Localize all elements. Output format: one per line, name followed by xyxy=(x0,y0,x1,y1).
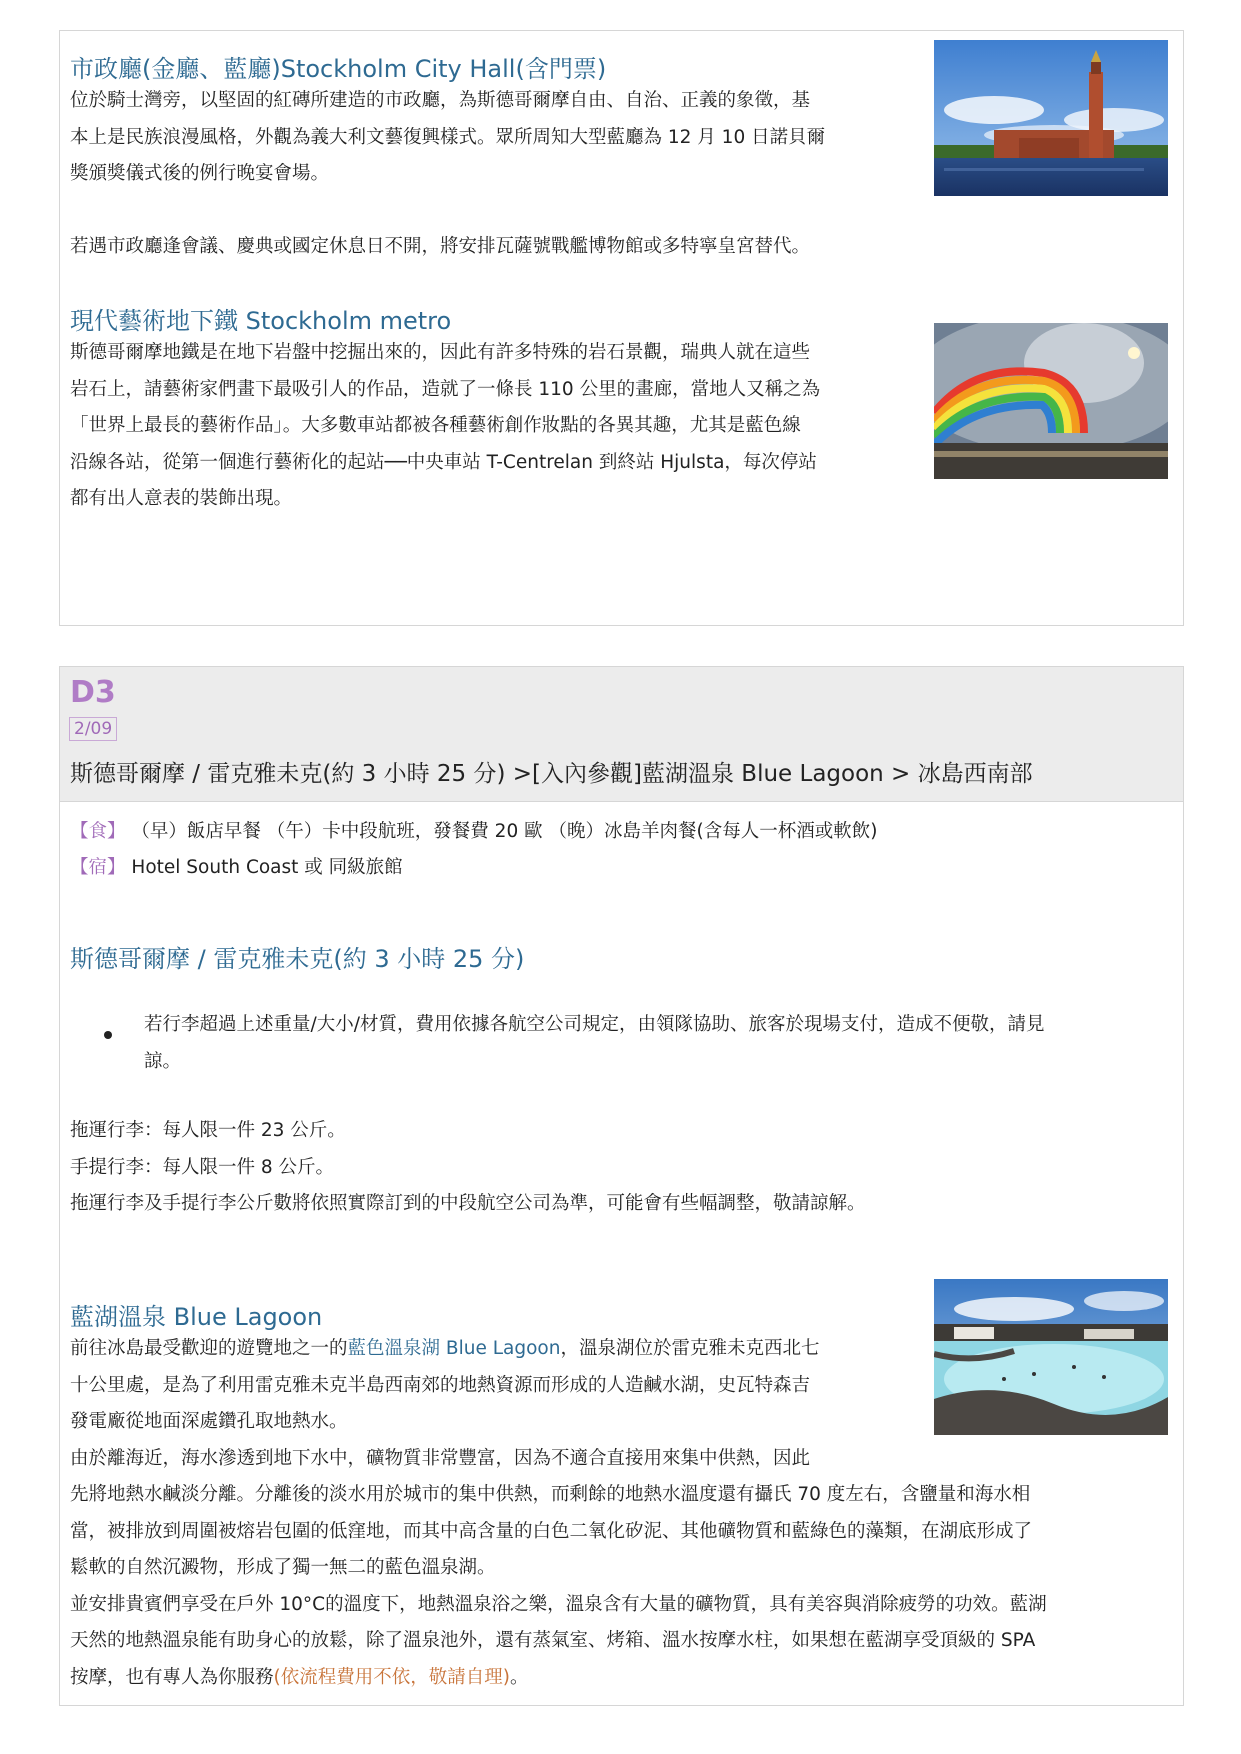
self-pay-note: (依流程費用不依，敬請自理) xyxy=(273,1666,510,1688)
metro-title: 現代藝術地下鐵 Stockholm metro xyxy=(70,307,452,335)
city-hall-photo xyxy=(934,40,1168,196)
text-line: 手提行李：每人限一件 8 公斤。 xyxy=(70,1156,335,1178)
text-span: 按摩，也有專人為你服務 xyxy=(70,1666,274,1688)
text-line: 由於離海近，海水滲透到地下水中，礦物質非常豐富，因為不適合直接用來集中供熱，因此 xyxy=(70,1447,811,1469)
text-line: 都有出人意表的裝飾出現。 xyxy=(70,488,293,509)
city-hall-description xyxy=(70,83,900,193)
luggage-bullet xyxy=(144,1007,1174,1080)
text-line: 拖運行李：每人限一件 23 公斤。 xyxy=(70,1120,346,1141)
day-route: 斯德哥爾摩 / 雷克雅未克(約 3 小時 25 分) >[入內參觀]藍湖溫泉 Blue Lagoon > 冰島西南部 xyxy=(70,761,1033,787)
meals-text: （早）飯店早餐 （午）卡中段航班，發餐費 20 歐 （晚）冰島羊肉餐(含每人一杯酒或軟飲) xyxy=(131,821,878,842)
text-span: 。 xyxy=(509,1666,529,1688)
meals-line xyxy=(70,817,877,843)
text-line: 拖運行李及手提行李公斤數將依照實際訂到的中段航空公司為準，可能會有些幅調整，敬請諒解。 xyxy=(70,1193,866,1214)
city-hall-title: 市政廳(金廳、藍廳)Stockholm City Hall(含門票) xyxy=(70,55,607,83)
text-line: 獎頒獎儀式後的例行晚宴會場。 xyxy=(70,163,330,184)
hotel-tag: 【宿】 xyxy=(70,857,126,878)
text-line: 「世界上最長的藝術作品」。大多數車站都被各種藝術創作妝點的各異其趣，尤其是藍色線 xyxy=(70,415,801,436)
text-line: 先將地熱水鹹淡分離。分離後的淡水用於城市的集中供熱，而剩餘的地熱水溫度還有攝氏 70 度左右，含鹽量和海水相 xyxy=(70,1484,1031,1505)
text-line: 發電廠從地面深處鑽孔取地熱水。 xyxy=(70,1411,348,1432)
day-label: D3 xyxy=(70,675,116,710)
day-date: 2/09 xyxy=(69,717,117,741)
text-line xyxy=(70,1660,1160,1697)
metro-photo xyxy=(934,323,1168,479)
text-line: 諒。 xyxy=(144,1050,182,1072)
text-line: 並安排貴賓們享受在戶外 10°C的溫度下，地熱溫泉浴之樂，溫泉含有大量的礦物質，具有美容與消除疲勞的功效。藍湖 xyxy=(70,1593,1047,1615)
text-span: 前往冰島最受歡迎的遊覽地之一的 xyxy=(70,1338,348,1359)
day-card xyxy=(59,666,1184,1706)
text-line: 本上是民族浪漫風格，外觀為義大利文藝復興樣式。眾所周知大型藍廳為 12 月 10 日諾貝爾 xyxy=(70,126,826,148)
text-line: 位於騎士灣旁，以堅固的紅磚所建造的市政廳，為斯德哥爾摩自由、自治、正義的象徵，基 xyxy=(70,90,811,111)
text-line: 十公里處，是為了利用雷克雅未克半島西南郊的地熱資源而形成的人造鹹水湖，史瓦特森吉 xyxy=(70,1374,811,1396)
text-line: 斯德哥爾摩地鐵是在地下岩盤中挖掘出來的，因此有許多特殊的岩石景觀，瑞典人就在這些 xyxy=(70,342,811,363)
lagoon-link[interactable]: 藍色溫泉湖 Blue Lagoon xyxy=(347,1338,561,1359)
hotel-text: Hotel South Coast 或 同級旅館 xyxy=(131,857,403,878)
flight-title: 斯德哥爾摩 / 雷克雅未克(約 3 小時 25 分) xyxy=(70,945,525,973)
attractions-card xyxy=(59,30,1184,626)
text-line: 沿線各站，從第一個進行藝術化的起站──中央車站 T-Centrelan 到終站 Hjulsta，每次停站 xyxy=(70,451,817,473)
text-span: ，溫泉湖位於雷克雅未克西北七 xyxy=(560,1338,820,1359)
text-line: 當，被排放到周圍被熔岩包圍的低窪地，而其中高含量的白色二氧化矽泥、其他礦物質和藍綠色的藻類，在湖底形成了 xyxy=(70,1520,1033,1542)
text-line: 鬆軟的自然沉澱物，形成了獨一無二的藍色溫泉湖。 xyxy=(70,1557,496,1578)
text-line: 天然的地熱溫泉能有助身心的放鬆，除了溫泉池外，還有蒸氣室、烤箱、溫水按摩水柱，如果想在藍湖享受頂級的 SPA xyxy=(70,1630,1036,1651)
day-header xyxy=(60,667,1183,802)
city-hall-note: 若遇市政廳逢會議、慶典或國定休息日不開，將安排瓦薩號戰艦博物館或多特寧皇宮替代。 xyxy=(70,236,811,257)
luggage-rules xyxy=(70,1113,1150,1223)
blue-lagoon-photo xyxy=(934,1279,1168,1435)
bullet-dot xyxy=(104,1031,112,1039)
text-line: 若行李超過上述重量/大小/材質，費用依據各航空公司規定，由領隊協助、旅客於現場支付，造成不便敬，請見 xyxy=(144,1014,1045,1035)
meals-tag: 【食】 xyxy=(70,821,126,842)
lagoon-title: 藍湖溫泉 Blue Lagoon xyxy=(70,1303,323,1331)
hotel-line xyxy=(70,853,403,879)
metro-description xyxy=(70,335,900,518)
text-line: 岩石上，請藝術家們畫下最吸引人的作品，造就了一條長 110 公里的畫廊，當地人又稱之為 xyxy=(70,378,821,400)
